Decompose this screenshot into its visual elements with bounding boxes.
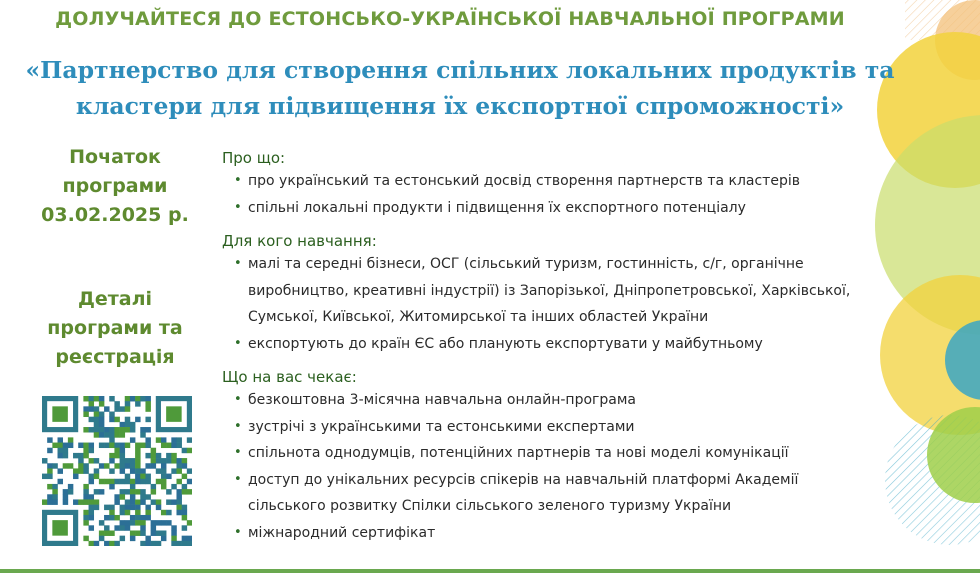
- section-title-about: Про що:: [222, 149, 286, 167]
- list-item: • безкоштовна 3-місячна навчальна онлайн-програма: [222, 387, 902, 414]
- start-label-2: програми: [62, 175, 168, 197]
- list-item-continuation: виробництво, креативні індустрії) із Запорізької, Дніпропетровської, Харківської,: [248, 282, 851, 299]
- section-title-audience: Для кого навчання:: [222, 232, 377, 250]
- bottom-divider: [0, 569, 980, 573]
- section-title-expect: Що на вас чекає:: [222, 368, 357, 386]
- list-item-continuation: сільського розвитку Спілки сільського зеленого туризму України: [248, 498, 732, 514]
- about-list: [222, 168, 902, 221]
- list-item: • доступ до унікальних ресурсів спікерів на навчальній платформі Академії: [222, 467, 902, 494]
- details-label-2: програми та: [47, 317, 183, 339]
- list-item: • про український та естонський досвід створення партнерств та кластерів: [222, 168, 902, 195]
- start-label-1: Початок: [69, 146, 161, 168]
- list-item: • спільні локальні продукти і підвищення їх експортного потенціалу: [222, 195, 902, 222]
- list-item-continuation: Сумської, Київської, Житомирської та інших областей України: [248, 309, 709, 325]
- audience-list: [222, 251, 902, 357]
- details-label-3: реєстрація: [55, 346, 175, 368]
- list-item: • міжнародний сертифікат: [222, 520, 902, 547]
- program-title-line-1: «Партнерство для створення спільних локальних продуктів та: [25, 56, 895, 84]
- program-content: [222, 148, 902, 546]
- start-date: 03.02.2025 р.: [41, 204, 189, 226]
- list-item: • спільнота однодумців, потенційних партнерів та нові моделі комунікації: [222, 440, 902, 467]
- expect-list: [222, 387, 902, 546]
- page-header: ДОЛУЧАЙТЕСЯ ДО ЕСТОНСЬКО-УКРАЇНСЬКОЇ НАВЧАЛЬНОЇ ПРОГРАМИ: [55, 8, 845, 30]
- list-item: • експортують до країн ЄС або планують експортувати у майбутньому: [222, 331, 902, 358]
- qr-code-icon[interactable]: [42, 396, 192, 546]
- list-item: • зустрічі з українськими та естонськими експертами: [222, 414, 902, 441]
- program-title-line-2: кластери для підвищення їх експортної спроможності»: [75, 92, 845, 120]
- details-registration-block: [20, 285, 210, 372]
- details-label-1: Деталі: [77, 288, 153, 310]
- list-item: • малі та середні бізнеси, ОСГ (сільський туризм, гостинність, с/г, органічне: [222, 251, 902, 278]
- program-start-block: [20, 143, 210, 230]
